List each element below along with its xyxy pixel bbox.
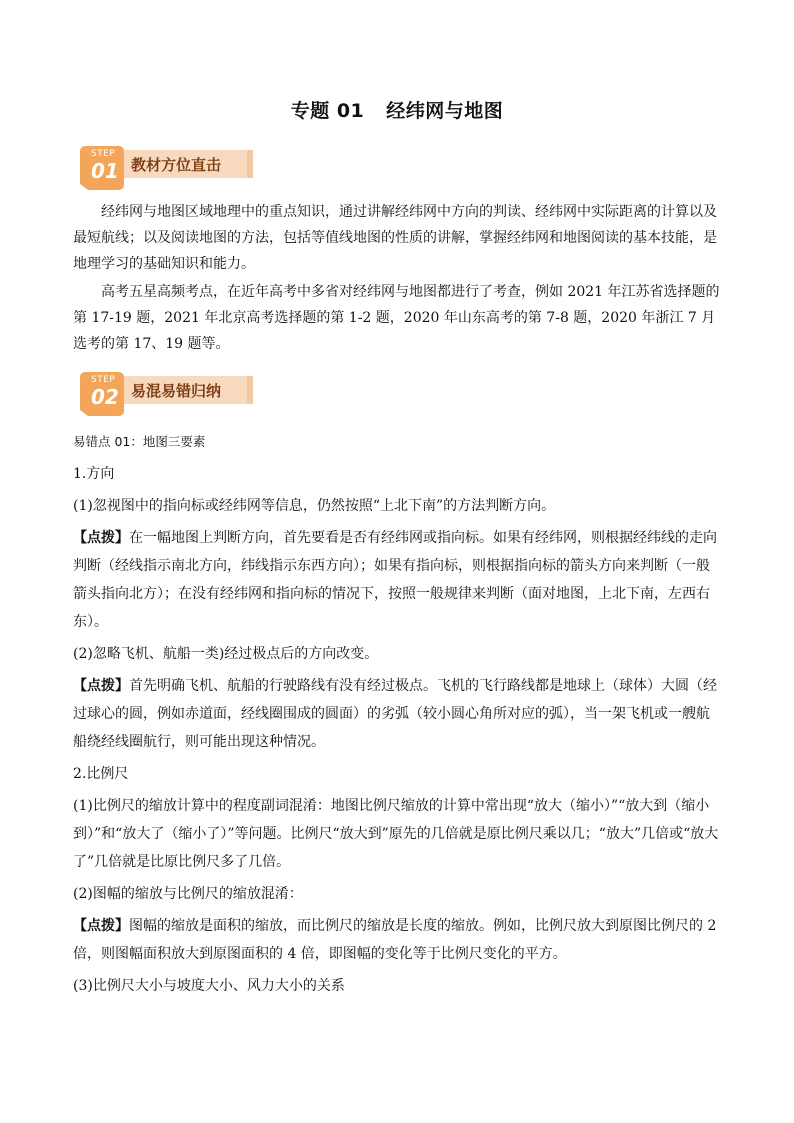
title-topic-name: 经纬网与地图 [386, 100, 504, 122]
tip-label: 【点拨】 [73, 530, 129, 546]
tip-label: 【点拨】 [73, 678, 129, 694]
section-direction-heading: 1.方向 [73, 466, 115, 482]
step-badge-text: STEP [91, 375, 116, 385]
step-01-header [80, 146, 252, 190]
tip-label: 【点拨】 [73, 918, 129, 934]
step-02-label: 易混易错归纳 [131, 382, 222, 400]
scale-item-2: (2)图幅的缩放与比例尺的缩放混淆： [73, 886, 303, 902]
step-badge-number: 01 [91, 159, 119, 183]
tip-text: 图幅的缩放是面积的缩放，而比例尺的缩放是长度的缩放。例如，比例尺放大到原图比例尺的 2 倍，则图幅面积放大到原图面积的 4 倍，即图幅的变化等于比例尺变化的平方。 [73, 918, 717, 962]
direction-tip-2 [73, 672, 723, 756]
tip-text: 在一幅地图上判断方向，首先要看是否有经纬网或指向标。如果有经纬网，则根据经纬线的走向判断（经线指示南北方向，纬线指示东西方向）；如果有指向标，则根据指向标的箭头方向来判断（一般箭头指向北方）；在没有经纬网和指向标的情况下，按照一般规律来判断（面对地图，上北下南，左西右东）。 [73, 530, 717, 630]
scale-item-3: (3)比例尺大小与坡度大小、风力大小的关系 [73, 978, 345, 994]
step-badge-number: 02 [91, 385, 119, 409]
direction-item-1: (1)忽视图中的指向标或经纬网等信息，仍然按照“上北下南”的方法判断方向。 [73, 498, 556, 514]
page-title [0, 96, 794, 123]
step-badge-text: STEP [91, 149, 116, 159]
intro-paragraph-1: 经纬网与地图区域地理中的重点知识，通过讲解经纬网中方向的判读、经纬网中实际距离的计算以及最短航线；以及阅读地图的方法，包括等值线地图的性质的讲解，掌握经纬网和地图阅读的基本技能，是地理学习的基础知识和能力。 [73, 204, 717, 272]
scale-tip-2 [73, 912, 723, 968]
step-02-header [80, 372, 252, 416]
title-topic-number: 专题 01 [290, 100, 365, 122]
intro-paragraph-2: 高考五星高频考点，在近年高考中多省对经纬网与地图都进行了考查，例如 2021 年江苏省选择题的第 17-19 题，2021 年北京高考选择题的第 1-2 题，2020 年山东高考的第 7-8 题，2020 年浙江 7 月选考的第 17、19 题等。 [73, 284, 720, 352]
error-point-content [73, 428, 723, 1000]
error-point-title: 易错点 01：地图三要素 [73, 434, 206, 449]
tip-text: 首先明确飞机、航船的行驶路线有没有经过极点。飞机的飞行路线都是地球上（球体）大圆（经过球心的圆，例如赤道面，经线圈围成的圆面）的劣弧（较小圆心角所对应的弧），当一架飞机或一艘航船绕经线圈航行，则可能出现这种情况。 [73, 678, 717, 750]
step-01-label: 教材方位直击 [131, 156, 222, 174]
direction-tip-1 [73, 524, 723, 636]
section-scale-heading: 2.比例尺 [73, 766, 129, 782]
direction-item-2: (2)忽略飞机、航船一类)经过极点后的方向改变。 [73, 646, 379, 662]
scale-item-1: (1)比例尺的缩放计算中的程度副词混淆：地图比例尺缩放的计算中常出现“放大（缩小）”“放大到（缩小到）”和“放大了（缩小了）”等问题。比例尺“放大到”原先的几倍就是原比例尺乘以几；“放大”几倍或“放大了”几倍就是比原比例尺多了几倍。 [73, 798, 719, 870]
